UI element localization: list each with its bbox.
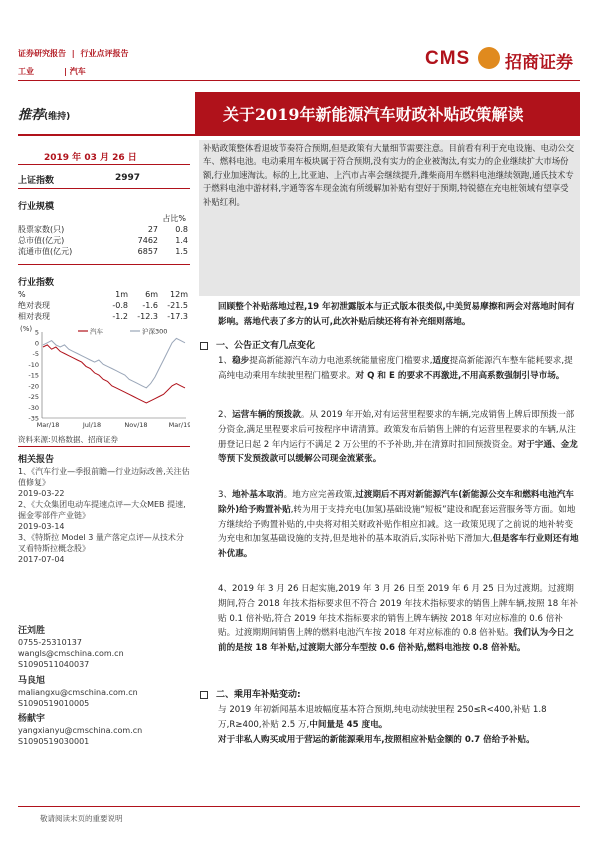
- list-item: 2、《大众集团电动车提速点评—大众MEB 提速,掘金零部件产业链》 2019-03-14: [18, 500, 186, 531]
- series-line-1: [43, 338, 185, 388]
- logo-mark-icon: [478, 47, 500, 69]
- section2-p1: 与 2019 年初新闻基本退坡幅度基本符合预期,纯电动续驶里程 250≤R<400,补贴 1.8 万,R≥400,补贴 2.5 万,中间量是 45 度电。: [218, 705, 547, 730]
- y-axis-label: (%): [20, 325, 33, 333]
- summary-box: 补贴政策整体看退坡节奏符合预期,但是政策有大量细节需要注意。目前看有利于充电设施、电动公交车、燃料电池。电动乘用车板块属于符合预期,没有实力的企业被淘汰,有实力的企业继续扩大市场份额,行业加速淘汰。标的上,比亚迪、上汽市占率会继续提升,潍柴商用车燃料电池继续领跑,通氏技术专于燃料电池中游材料,宇通等客车现金流有所缓解加补贴有望好于预期,特锐德在充电桩领域有望享受补贴红利。: [199, 140, 580, 296]
- table-row: 绝对表现 -0.8 -1.6 -21.5: [18, 301, 188, 310]
- related-list: [18, 466, 190, 565]
- legend-label-1: 沪深300: [142, 327, 168, 336]
- y-tick-label: 0: [34, 339, 39, 348]
- footer-rule: [18, 806, 580, 807]
- table-row: 总市值(亿元) 7462 1.4: [18, 236, 188, 245]
- x-tick-label: Nov/18: [124, 421, 148, 429]
- section1-p4: 4、2019 年 3 月 26 日起实施,2019 年 3 月 26 日至 2019 年 6 月 25 日为过渡期。过渡期期间,符合 2018 年技术指标要求但不符合 2019 年技术指标要求的销售上牌车辆,按照 18 年补贴 0.1 倍补贴,符合 2019 年技术指标要求的销售上牌车辆按 2018 年对应标准的 0.6 倍补贴。过渡期期间销售上牌的燃料电池汽车按 2018 年对应标准的 0.8 倍补贴。我们认为今日之前的是按 18 年补贴,过渡期大部分车型按 0.6 倍补贴,燃料电池按 0.8 倍补贴。: [218, 584, 579, 654]
- report-type: 证券研究报告 | 行业点评报告: [18, 49, 129, 58]
- scale-col-header: 占比%: [162, 214, 186, 223]
- industry-label: 工业 | 汽车: [18, 67, 86, 76]
- y-tick-label: 5: [34, 328, 39, 337]
- list-item: 3、《特斯拉 Model 3 量产落定点评—从技术分叉看特斯拉概念股》 2017-07-04: [18, 533, 184, 564]
- series-line-0: [43, 345, 185, 403]
- report-date: 2019 年 03 月 26 日: [44, 153, 137, 163]
- section1-heading: 一、公告正文有几点变化: [200, 338, 315, 351]
- table-row: 股票家数(只) 27 0.8: [18, 225, 188, 234]
- y-tick-label: -10: [28, 360, 39, 369]
- cms-logo: CMS 招商证券: [425, 48, 573, 73]
- perf-chart-svg: [18, 324, 190, 432]
- section2-heading: 二、乘用车补贴变动:: [200, 687, 301, 700]
- header-rule: [18, 80, 580, 81]
- chart-rule: [18, 446, 190, 447]
- perf-title: 行业指数: [18, 278, 55, 288]
- section1-p3: 3、地补基本取消。地方应完善政策,过渡期后不再对新能源汽车(新能源公交车和燃料电池汽车除外)给予购置补贴,转为用于支持充电(加氢)基础设施“短板”建设和配套运营服务等方面。如地方继续给予购置补贴的,中央将对相关财政补贴作相应扣减。这一政策见现了之前说的地补转变为充电和加氢基础设施的支持,但是地补的基本取消后,实际补贴下滑加大,但是客车行业则还有地补优惠。: [218, 490, 579, 560]
- related-title: 相关报告: [18, 455, 55, 465]
- report-title: 关于2019年新能源汽车财政补贴政策解读: [223, 105, 524, 124]
- square-bullet-icon: [200, 342, 208, 350]
- section1-p1: 1、稳步提高新能源汽车动力电池系统能量密度门槛要求,适度提高新能源汽车整车能耗要求,提高纯电动乘用车续驶里程门槛要求。对 Q 和 E 的要求不再激进,不用高系数强制引导市场。: [218, 356, 573, 381]
- analyst-2: 马良旭 maliangxu@cmschina.com.cn S1090519010005: [18, 676, 138, 708]
- analyst-1: 汪刘胜 0755-25310137 wangls@cmschina.com.cn S1090511040037: [18, 626, 124, 669]
- y-tick-label: -35: [28, 414, 39, 423]
- table-row: 相对表现 -1.2 -12.3 -17.3: [18, 312, 188, 321]
- index-label: 上证指数: [18, 176, 55, 186]
- scale-title: 行业规模: [18, 202, 55, 212]
- index-rule: [18, 188, 190, 189]
- scale-rule: [18, 264, 190, 265]
- perf-chart: [18, 324, 190, 432]
- y-tick-label: -25: [28, 393, 39, 401]
- analyst-3: 杨献宇 yangxianyu@cmschina.com.cn S1090519030001: [18, 714, 143, 746]
- rating: 推荐(维持): [18, 108, 71, 123]
- x-tick-label: Mar/18: [36, 421, 60, 429]
- section2-p2: 对于非私人购买或用于营运的新能源乘用车,按照相应补贴金额的 0.7 倍给予补贴。: [218, 735, 535, 745]
- list-item: 1、《汽车行业—季报前瞻—行业边际改善,关注估值修复》 2019-03-22: [18, 467, 190, 498]
- y-tick-label: -5: [32, 350, 39, 358]
- square-bullet-icon: [200, 691, 208, 699]
- date-rule: [18, 164, 190, 165]
- table-header-row: % 1m 6m 12m: [18, 290, 188, 299]
- chart-source: 资料来源:贝格数据、招商证券: [18, 435, 119, 444]
- table-row: 流通市值(亿元) 6857 1.5: [18, 247, 188, 256]
- title-band: [195, 92, 580, 134]
- x-tick-label: Jul/18: [82, 421, 102, 429]
- y-tick-label: -20: [28, 382, 39, 391]
- index-value: 2997: [115, 173, 141, 183]
- y-tick-label: -15: [28, 371, 39, 380]
- scale-table: [18, 213, 188, 257]
- section1-p2: 2、运营车辆的预拨款。从 2019 年开始,对有运营里程要求的车辆,完成销售上牌后即预拨一部分资金,满足里程要求后可按程序申请清算。政策发布后销售上牌的有运营里程要求的车辆,从注册登记日起 2 年内运行不满足 2 万公里的不予补助,并在清算时扣回预拨资金。对于宇通、金龙等预下发预拨款可以缓解公司现金流紧张。: [218, 410, 578, 465]
- x-tick-label: Mar/19: [168, 421, 190, 429]
- legend-label-0: 汽车: [90, 327, 103, 336]
- footer-note: 敬请阅读末页的重要说明: [40, 814, 123, 823]
- title-rule: [18, 134, 580, 136]
- perf-table: [18, 289, 188, 322]
- intro-paragraph: 回顾整个补贴落地过程,19 年初泄露版本与正式版本很类似,中美贸易摩擦和两会对落地时间有影响。落地代表了多方的认可,此次补贴后续还将有补充细则落地。: [218, 302, 575, 327]
- y-tick-label: -30: [28, 403, 39, 412]
